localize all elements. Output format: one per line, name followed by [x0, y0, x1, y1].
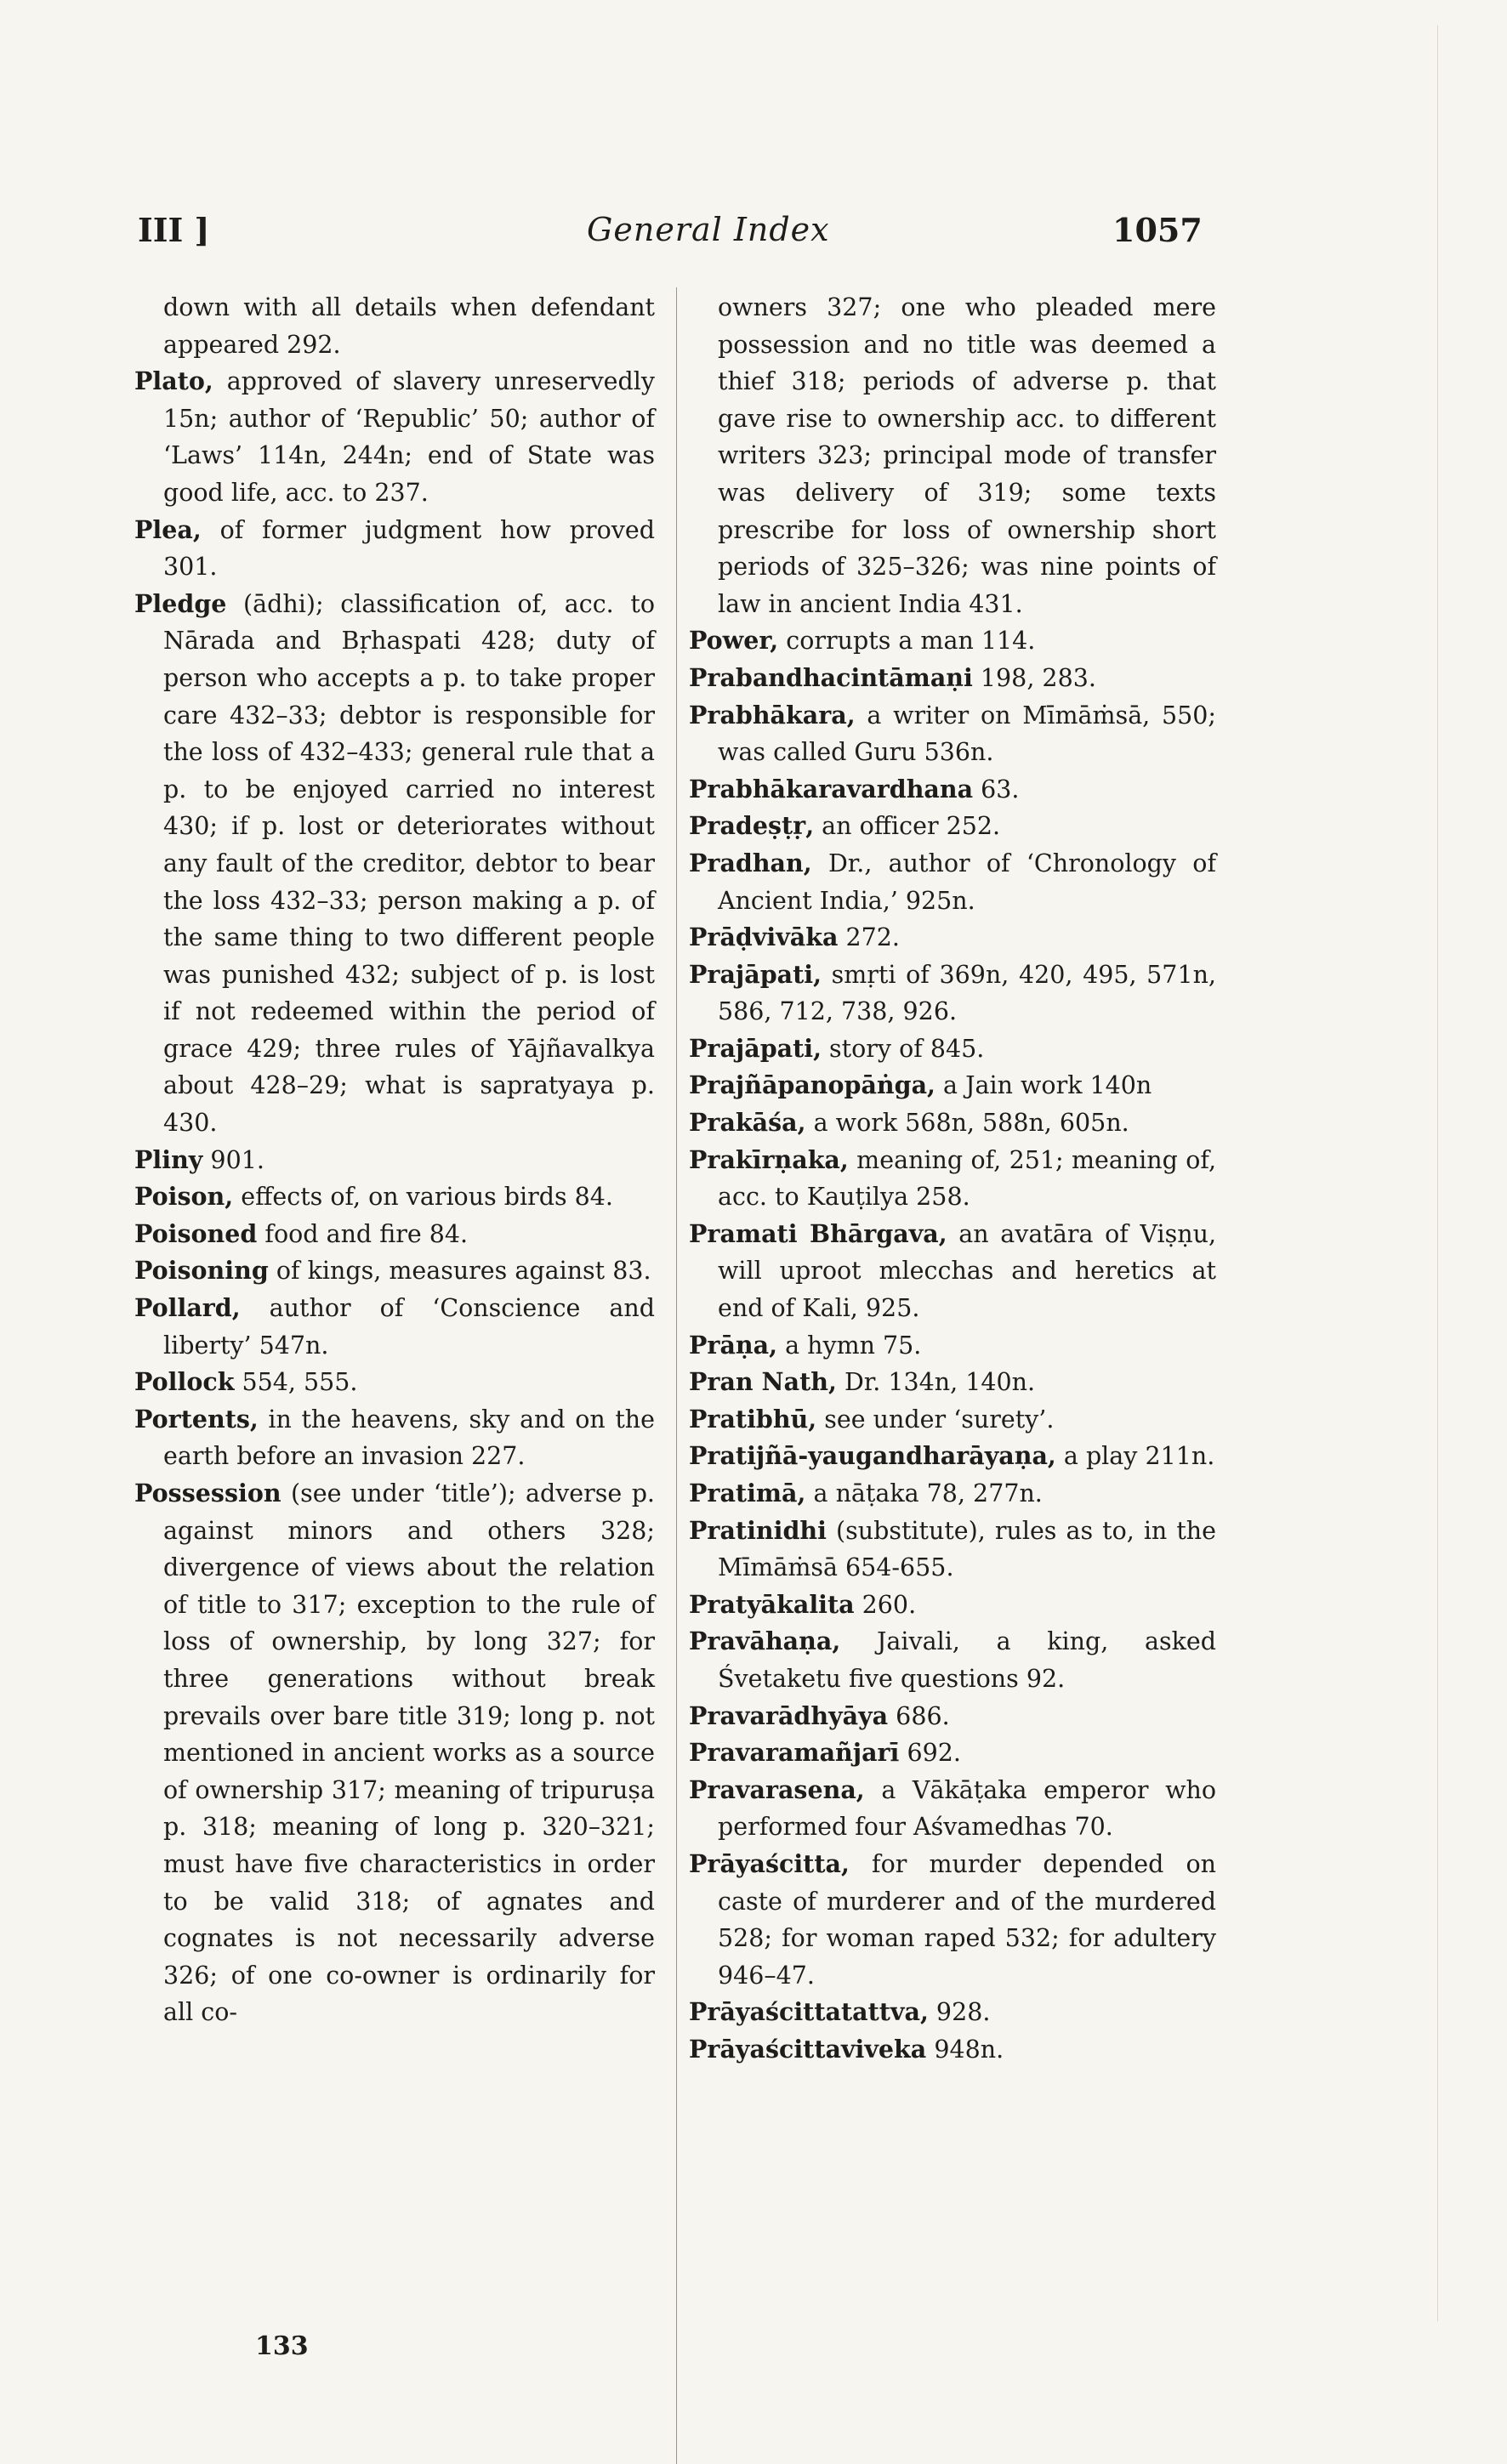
index-entry	[689, 1327, 1216, 1365]
index-entry	[689, 808, 1216, 845]
index-headword: Possession	[134, 1479, 281, 1507]
index-headword: Power,	[689, 626, 779, 656]
index-headword: Poison,	[134, 1182, 234, 1212]
index-entry-text: 928.	[928, 1998, 991, 2027]
index-entry-text: 692.	[899, 1739, 961, 1768]
index-entry	[689, 771, 1216, 809]
index-headword: Pratinidhi	[689, 1515, 827, 1545]
index-entry-text: Jaivali, a king, asked Śvetaketu five questions 92.	[718, 1627, 1216, 1693]
index-entry	[689, 957, 1216, 1030]
index-entry	[689, 845, 1216, 919]
index-headword: Prāyaścittatattva,	[689, 1997, 929, 2027]
index-headword: Pollock	[134, 1367, 235, 1397]
index-entry	[689, 622, 1216, 660]
index-entry-text: a hymn 75.	[777, 1331, 922, 1360]
index-entry-text: for murder depended on caste of murderer and of the murdered 528; for woman raped 532; for adultery 946–47.	[718, 1849, 1216, 1990]
index-entry-text: of kings, measures against 83.	[268, 1257, 651, 1286]
running-header	[0, 211, 1507, 262]
index-entry-text: (ādhi); classification of, acc. to Nārada and Bṛhaspati 428; duty of person who accepts a p. to take proper care 432–33; debtor is responsible for the loss of 432–433; general rule that a p. to be enjoyed carried no interest 430; if p. lost or deteriorates without any fault of the creditor, debtor to bear the loss 432–33; person making a p. of the same thing to two different people was punished 432; subject of p. is lost if not redeemed within the period of grace 429; three rules of Yājñavalkya about 428–29; what is sapratyaya p. 430.	[163, 589, 655, 1138]
index-entry-text: a writer on Mīmāṁsā, 550; was called Guru 536n.	[718, 701, 1216, 767]
index-entry-text: meaning of, 251; meaning of, acc. to Kauṭilya 258.	[718, 1145, 1216, 1212]
index-column-right	[689, 289, 1216, 2069]
index-headword: Poisoned	[134, 1218, 258, 1248]
index-entry-text: down with all details when defendant appeared 292.	[163, 293, 655, 359]
index-entry	[689, 1994, 1216, 2031]
index-entry-continuation	[689, 289, 1216, 622]
index-entry-text: Dr. 134n, 140n.	[836, 1368, 1036, 1397]
index-headword: Pledge	[134, 588, 227, 618]
index-entry	[689, 1142, 1216, 1216]
index-entry	[689, 1587, 1216, 1624]
index-entry	[689, 919, 1216, 957]
index-headword: Pravaramañjarī	[689, 1738, 900, 1768]
signature-mark: 133	[255, 2331, 309, 2361]
index-entry	[689, 1772, 1216, 1846]
volume-marker: III ]	[138, 211, 210, 249]
index-headword: Plato,	[134, 366, 213, 396]
index-entry-text: of former judgment how proved 301.	[163, 515, 655, 582]
index-entry	[689, 1734, 1216, 1772]
index-entry-text: a play 211n.	[1055, 1442, 1215, 1471]
index-entry-text: smṛti of 369n, 420, 495, 571n, 586, 712, 738, 926.	[718, 960, 1216, 1026]
index-entry	[134, 1401, 655, 1475]
index-entry	[689, 1475, 1216, 1513]
index-entry	[134, 1178, 655, 1216]
index-entry	[134, 1364, 655, 1401]
index-entry-text: 63.	[973, 775, 1020, 803]
index-entry-continuation	[134, 289, 655, 363]
index-headword: Poisoning	[134, 1256, 269, 1286]
index-entry-text: a nāṭaka 78, 277n.	[805, 1479, 1043, 1507]
index-entry	[689, 1846, 1216, 1994]
index-headword: Prajāpati,	[689, 959, 822, 989]
index-entry	[689, 1401, 1216, 1439]
index-headword: Pradhan,	[689, 848, 812, 877]
index-headword: Pratibhū,	[689, 1404, 817, 1434]
index-entry-text: a work 568n, 588n, 605n.	[805, 1109, 1129, 1138]
index-entry-text: story of 845.	[822, 1034, 985, 1063]
index-entry-text: in the heavens, sky and on the earth before an invasion 227.	[163, 1405, 655, 1471]
index-entry	[689, 697, 1216, 771]
index-headword: Pravarādhyāya	[689, 1700, 889, 1730]
index-headword: Pratimā,	[689, 1479, 806, 1507]
index-entry	[689, 1698, 1216, 1735]
index-entry-text: 198, 283.	[972, 663, 1096, 692]
index-headword: Plea,	[134, 514, 202, 544]
index-headword: Portents,	[134, 1404, 259, 1434]
index-headword: Prajñāpanopāṅga,	[689, 1070, 935, 1100]
index-headword: Pliny	[134, 1144, 203, 1174]
column-divider	[676, 287, 677, 2464]
index-entry-text: (see under ‘title’); adverse p. against minors and others 328; divergence of views about the relation of title to 317; exception to the rule of loss of ownership, by long 327; for three generations without break prevails over bare title 319; long p. not mentioned in ancient works as a source of ownership 317; meaning of tripuruṣa p. 318; meaning of long p. 320–321; must have five characteristics in order to be valid 318; of agnates and cognates is not necessarily adverse 326; of one co-owner is ordinarily for all co-	[163, 1479, 655, 2027]
index-entry	[134, 586, 655, 1142]
index-entry-text: corrupts a man 114.	[778, 627, 1036, 656]
index-entry	[689, 1030, 1216, 1068]
index-headword: Pratijñā-yaugandharāyaṇa,	[689, 1441, 1056, 1471]
index-headword: Prāyaścittaviveka	[689, 2034, 927, 2064]
index-headword: Pradeṣṭṛ,	[689, 811, 815, 841]
index-headword: Prakīrṇaka,	[689, 1144, 849, 1174]
index-entry	[689, 2031, 1216, 2069]
index-headword: Prabhākaravardhana	[689, 774, 974, 803]
index-entry	[134, 1475, 655, 2031]
index-headword: Prakāśa,	[689, 1108, 806, 1138]
index-entry-text: 686.	[888, 1701, 950, 1730]
index-entry-text: owners 327; one who pleaded mere possession and no title was deemed a thief 318; periods of adverse p. that gave rise to ownership acc. to different writers 323; principal mode of transfer was delivery of 319; some texts prescribe for loss of ownership short periods of 325–326; was nine points of law in ancient India 431.	[718, 293, 1216, 618]
index-entry	[134, 1252, 655, 1290]
index-headword: Pollard,	[134, 1293, 241, 1323]
index-entry	[689, 1513, 1216, 1587]
index-entry-text: author of ‘Conscience and liberty’ 547n.	[163, 1294, 655, 1360]
index-entry-text: Dr., author of ‘Chronology of Ancient India,’ 925n.	[718, 849, 1216, 915]
index-entry-text: effects of, on various birds 84.	[233, 1183, 613, 1212]
index-entry-text: a Vākāṭaka emperor who performed four Aśvamedhas 70.	[718, 1775, 1216, 1842]
index-entry	[689, 1623, 1216, 1697]
index-headword: Prāṇa,	[689, 1330, 778, 1360]
index-headword: Pravāhaṇa,	[689, 1627, 841, 1656]
index-headword: Prāyaścitta,	[689, 1848, 850, 1878]
index-entry-text: 948n.	[926, 2035, 1004, 2064]
index-entry-text: 260.	[854, 1590, 917, 1619]
index-entry	[134, 1142, 655, 1179]
index-entry-text: a Jain work 140n	[935, 1071, 1152, 1100]
running-title: General Index	[587, 211, 830, 248]
index-entry-text: 554, 555.	[234, 1368, 358, 1397]
page-edge-line	[1437, 26, 1438, 2321]
index-entry	[689, 1067, 1216, 1104]
index-entry	[689, 1364, 1216, 1401]
index-entry-text: (substitute), rules as to, in the Mīmāṁsā 654-655.	[718, 1516, 1216, 1582]
index-entry-text: food and fire 84.	[257, 1219, 469, 1248]
index-headword: Pran Nath,	[689, 1367, 837, 1397]
index-entry	[134, 512, 655, 586]
index-entry	[689, 1438, 1216, 1475]
index-entry	[134, 363, 655, 511]
index-entry-text: 901.	[202, 1145, 264, 1174]
index-entry	[134, 1216, 655, 1253]
index-entry	[689, 1104, 1216, 1142]
index-entry	[689, 1216, 1216, 1327]
index-headword: Pramati Bhārgava,	[689, 1218, 947, 1248]
index-entry	[689, 660, 1216, 697]
index-entry	[134, 1290, 655, 1364]
index-headword: Prabhākara,	[689, 700, 856, 730]
index-headword: Pravarasena,	[689, 1774, 865, 1804]
index-entry-text: 272.	[838, 923, 900, 952]
index-entry-text: an officer 252.	[814, 812, 1001, 841]
index-headword: Prāḍvivāka	[689, 923, 839, 952]
index-headword: Prajāpati,	[689, 1033, 822, 1063]
index-column-left	[134, 289, 655, 2031]
index-headword: Pratyākalita	[689, 1589, 855, 1619]
index-entry-text: an avatāra of Viṣṇu, will uproot mlecchas and heretics at end of Kali, 925.	[718, 1219, 1216, 1323]
index-headword: Prabandhacintāmaṇi	[689, 662, 973, 692]
index-entry-text: approved of slavery unreservedly 15n; author of ‘Republic’ 50; author of ‘Laws’ 114n, 244n; end of State was good life, acc. to 237.	[163, 367, 655, 507]
page-number: 1057	[1112, 211, 1203, 249]
index-entry-text: see under ‘surety’.	[816, 1405, 1055, 1434]
